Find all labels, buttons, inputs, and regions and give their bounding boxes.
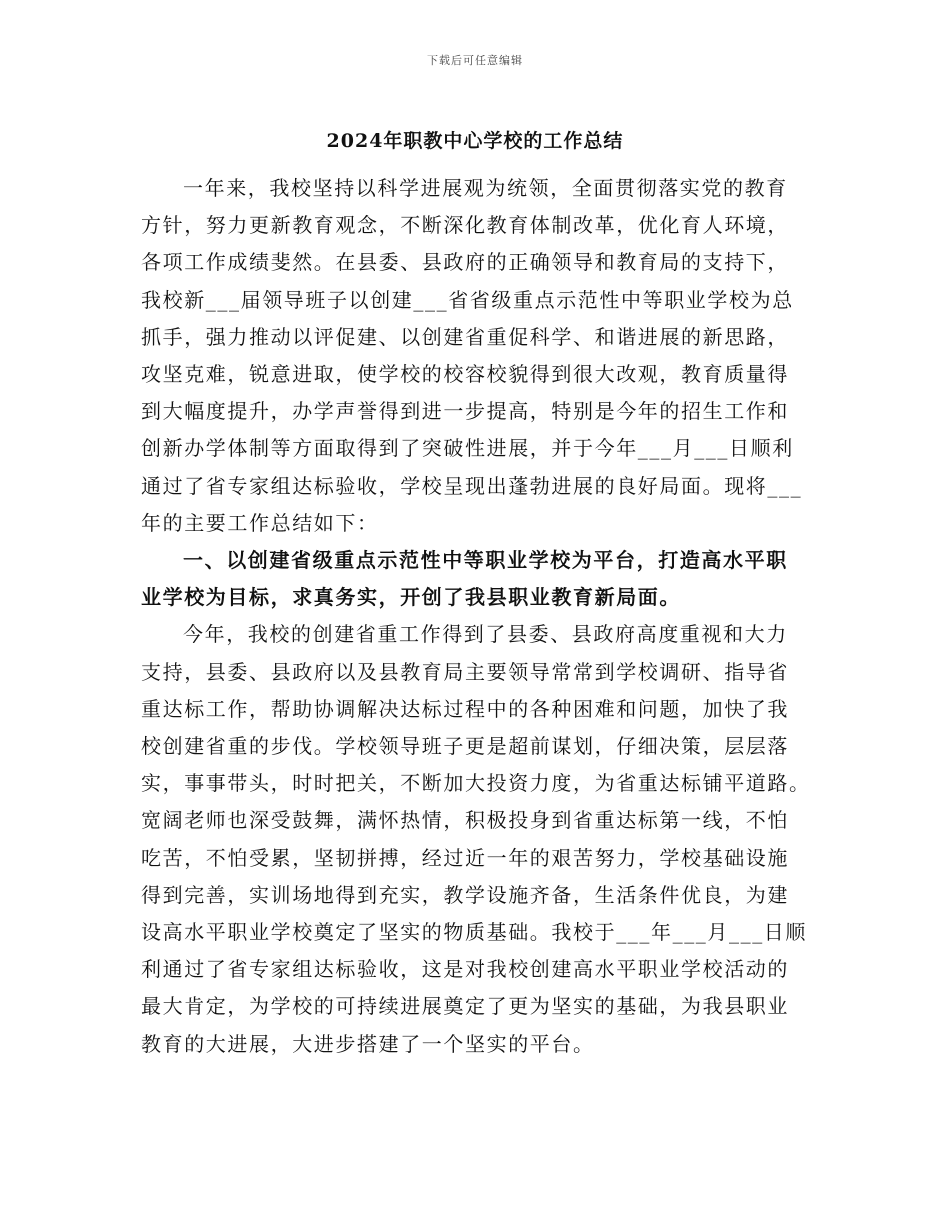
text-line: 各项工作成绩斐然。在县委、县政府的正确领导和教育局的支持下， [141,250,789,275]
text-line: 最大肯定，为学校的可持续进展奠定了更为坚实的基础，为我县职业 [141,994,789,1019]
page-header-note: 下载后可任意编辑 [427,54,523,67]
text-line: 利通过了省专家组达标验收，这是对我校创建高水平职业学校活动的 [141,957,789,982]
text-line: 吃苦，不怕受累，坚韧拼搏，经过近一年的艰苦努力，学校基础设施 [141,845,789,870]
document-body [141,170,831,1063]
paragraph-intro [141,170,831,542]
text-line: 支持，县委、县政府以及县教育局主要领导常常到学校调研、指导省 [141,659,789,684]
text-line: 到大幅度提升，办学声誉得到进一步提高，特别是今年的招生工作和 [141,399,789,424]
heading-line: 一、以创建省级重点示范性中等职业学校为平台，打造高水平职 [183,548,788,573]
text-line: 宽阔老师也深受鼓舞，满怀热情，积极投身到省重达标第一线，不怕 [141,808,789,833]
document-title: 2024年职教中心学校的工作总结 [326,130,624,152]
text-line: 重达标工作，帮助协调解决达标过程中的各种困难和问题，加快了我 [141,696,789,721]
text-line: 教育的大进展，大进步搭建了一个坚实的平台。 [141,1031,595,1056]
text-line: 创新办学体制等方面取得到了突破性进展，并于今年___月___日顺利 [141,436,794,461]
text-line: 得到完善，实训场地得到充实，教学设施齐备，生活条件优良，为建 [141,882,789,907]
heading-line: 业学校为目标，求真务实，开创了我县职业教育新局面。 [141,585,681,610]
text-line: 攻坚克难，锐意进取，使学校的校容校貌得到很大改观，教育质量得 [141,362,789,387]
text-line: 今年，我校的创建省重工作得到了县委、县政府高度重视和大力 [183,622,788,647]
paragraph-section-1 [141,616,831,1062]
section-heading-1 [141,542,831,616]
text-line: 实，事事带头，时时把关，不断加大投资力度，为省重达标铺平道路。 [141,771,811,796]
text-line: 校创建省重的步伐。学校领导班子更是超前谋划，仔细决策，层层落 [141,734,789,759]
text-line: 抓手，强力推动以评促建、以创建省重促科学、和谐进展的新思路， [141,324,789,349]
text-line: 我校新___届领导班子以创建___省省级重点示范性中等职业学校为总 [141,287,794,312]
text-line: 设高水平职业学校奠定了坚实的物质基础。我校于___年___月___日顺 [141,920,807,945]
text-line: 年的主要工作总结如下： [141,510,379,535]
text-line: 通过了省专家组达标验收，学校呈现出蓬勃进展的良好局面。现将___ [141,473,803,498]
text-line: 方针，努力更新教育观念，不断深化教育体制改革，优化育人环境， [141,213,789,238]
text-line: 一年来，我校坚持以科学进展观为统领，全面贯彻落实党的教育 [183,176,788,200]
